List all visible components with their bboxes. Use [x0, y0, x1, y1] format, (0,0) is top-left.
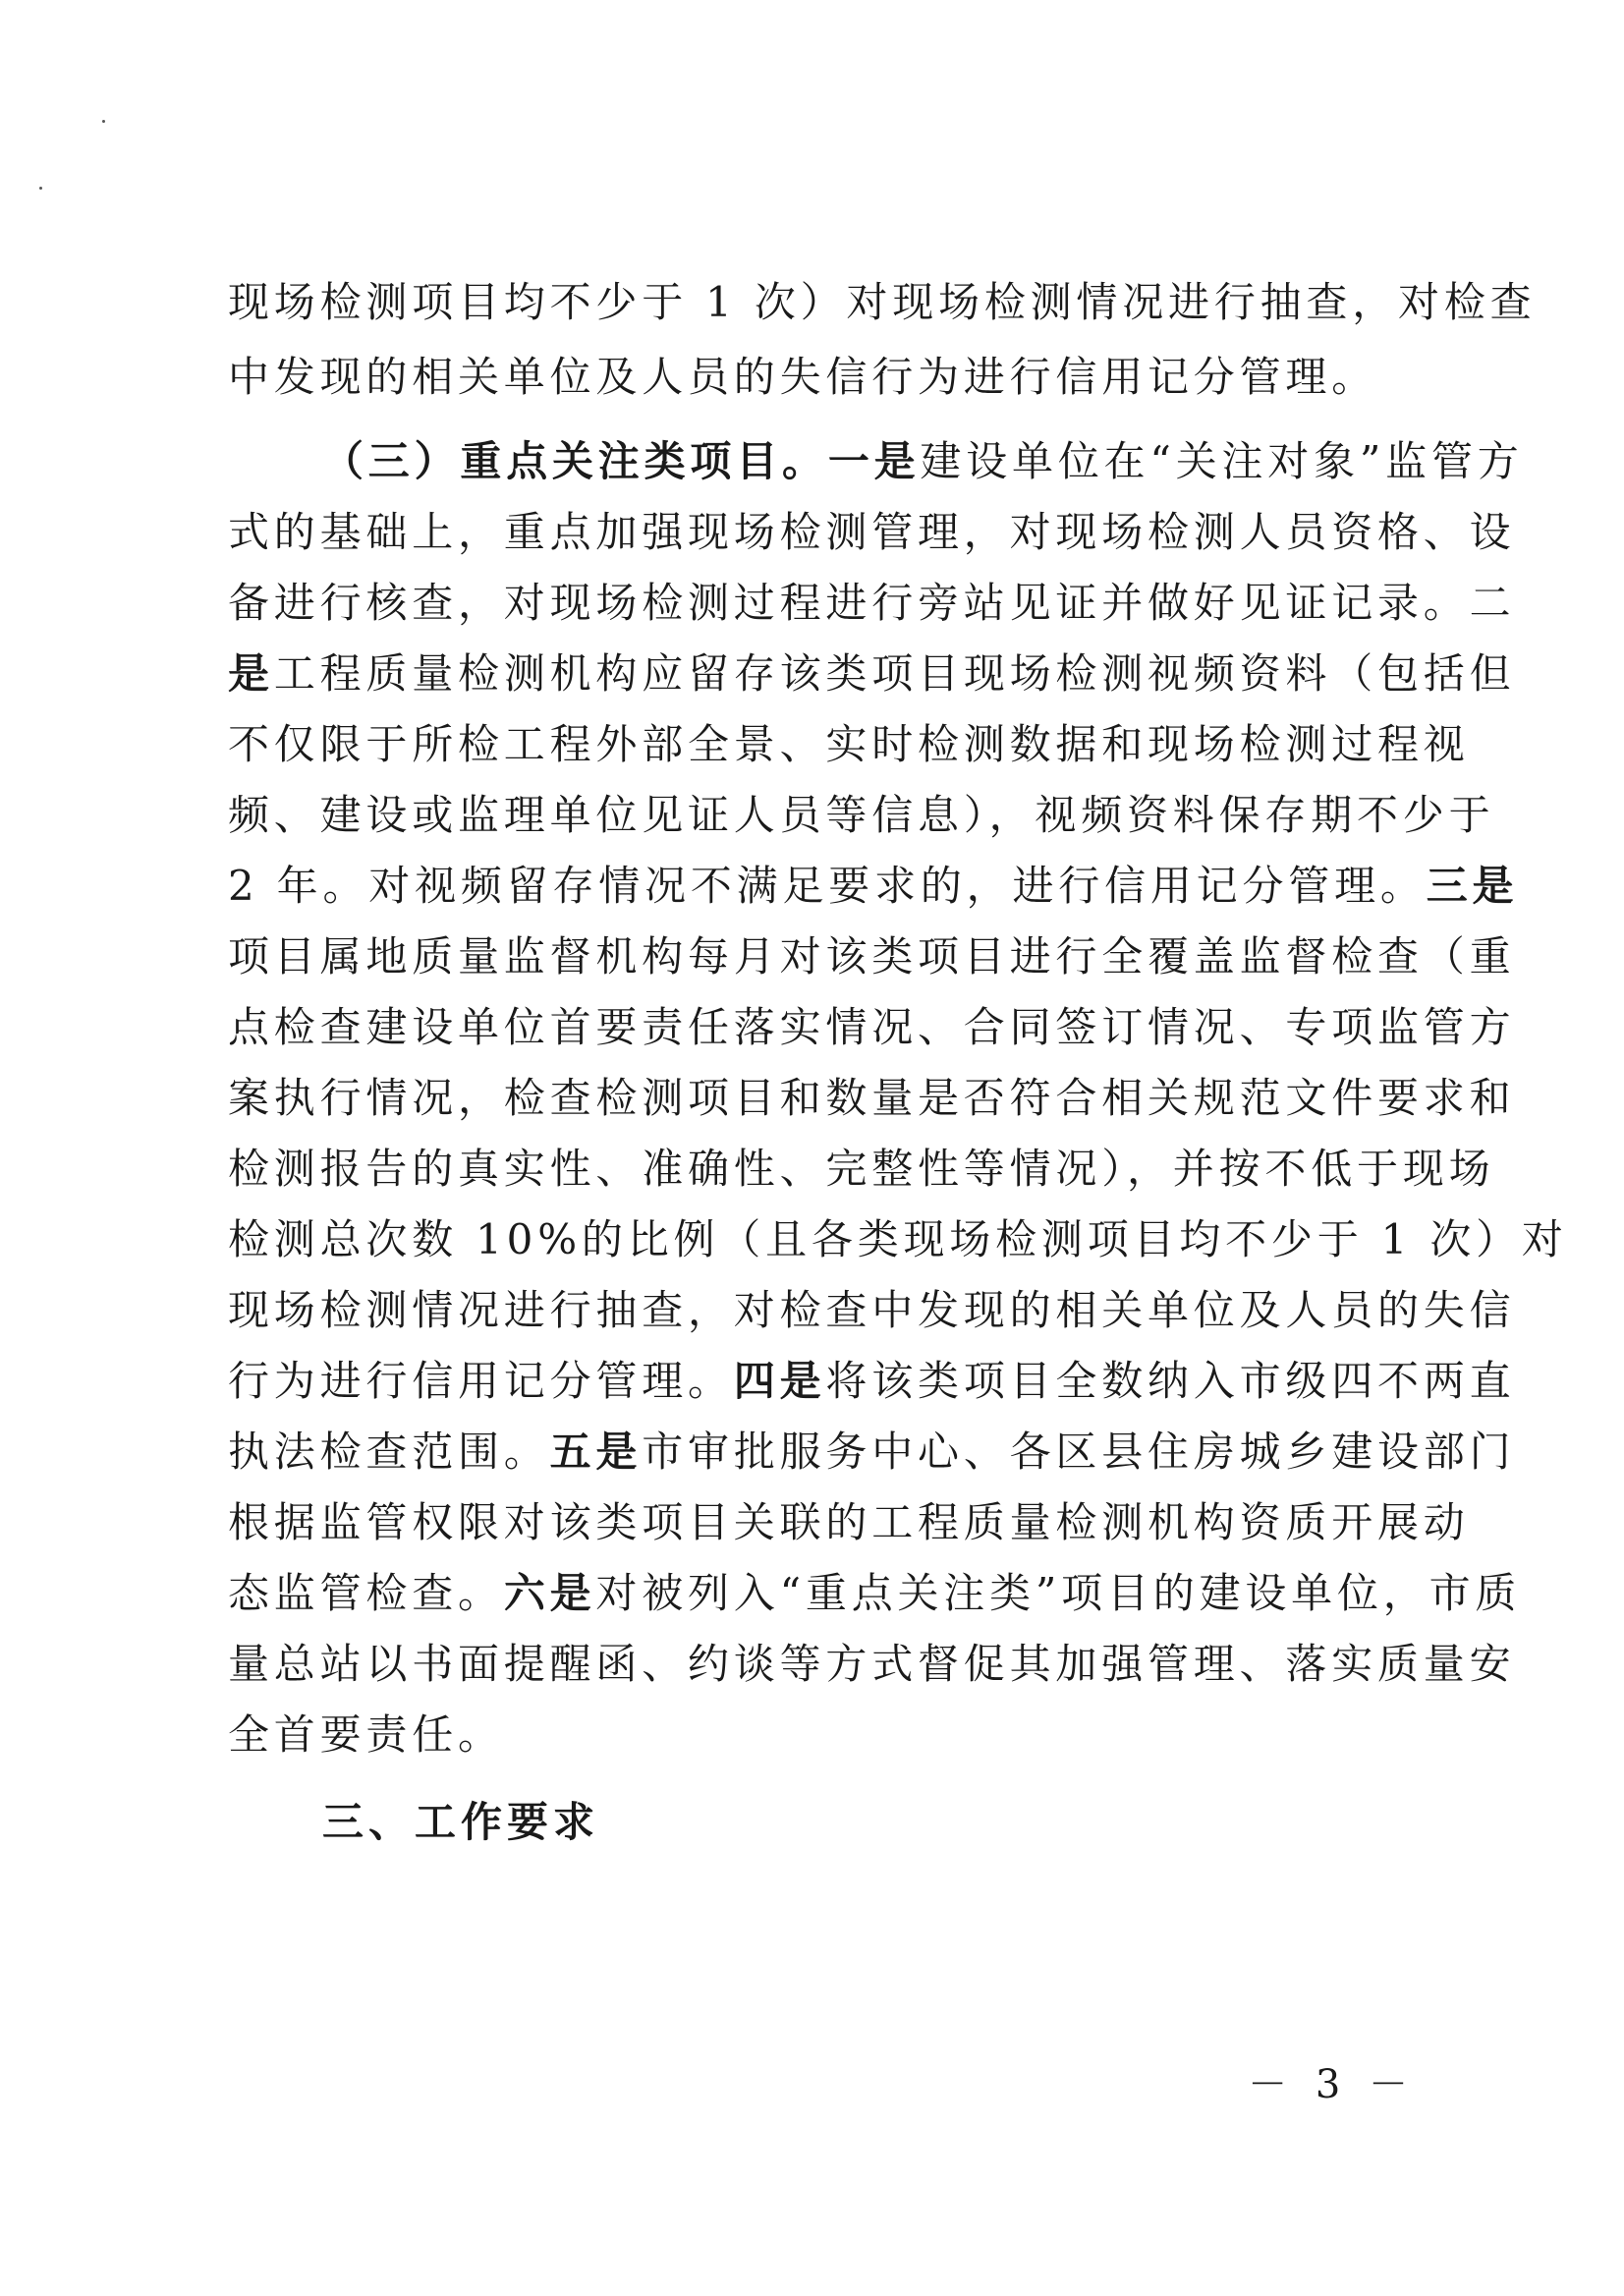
item-label: 四是: [733, 1357, 826, 1405]
line-text: 建设单位在“关注对象”监管方: [920, 437, 1524, 485]
paragraph-line: 全首要责任。: [228, 1710, 504, 1759]
page-number: － 3 －: [1248, 2062, 1416, 2107]
paragraph-line: 量总站以书面提醒函、约谈等方式督促其加强管理、落实质量安: [228, 1640, 1516, 1688]
item-label: 六是: [503, 1569, 596, 1617]
line-text: 执法检查范围。: [228, 1428, 550, 1476]
paragraph-line: 检测总次数 10%的比例（且各类现场检测项目均不少于 1 次）对: [228, 1215, 1568, 1263]
paragraph-line: 式的基础上，重点加强现场检测管理，对现场检测人员资格、设: [228, 508, 1516, 556]
paragraph-line: [228, 639, 1516, 709]
paragraph-line: [228, 851, 1519, 922]
paragraph-line: [228, 1417, 1516, 1487]
line-text: 对被列入“重点关注类”项目的建设单位，市质: [595, 1569, 1522, 1617]
paragraph-line: 频、建设或监理单位见证人员等信息），视频资料保存期不少于: [228, 791, 1495, 839]
paragraph-line: 检测报告的真实性、准确性、完整性等情况），并按不低于现场: [228, 1145, 1495, 1193]
item-label: 一是: [827, 437, 921, 485]
scan-speck: [102, 120, 105, 123]
line-text: 态监管检查。: [228, 1569, 504, 1617]
line-text: 2 年。对视频留存情况不满足要求的，进行信用记分管理。: [228, 862, 1427, 910]
paragraph-line: 现场检测情况进行抽查，对检查中发现的相关单位及人员的失信: [228, 1286, 1516, 1334]
item-label: 是: [228, 649, 274, 698]
line-text: 将该类项目全数纳入市级四不两直: [825, 1357, 1516, 1405]
paragraph-line: 点检查建设单位首要责任落实情况、合同签订情况、专项监管方: [228, 1003, 1516, 1051]
paragraph-line: 现场检测项目均不少于 1 次）对现场检测情况进行抽查，对检查: [228, 278, 1537, 326]
subsection-heading: （三）重点关注类项目。: [322, 437, 828, 485]
paragraph-line: 不仅限于所检工程外部全景、实时检测数据和现场检测过程视: [228, 720, 1470, 768]
paragraph-line: 备进行核查，对现场检测过程进行旁站见证并做好见证记录。二: [228, 579, 1516, 627]
paragraph-line: 案执行情况，检查检测项目和数量是否符合相关规范文件要求和: [228, 1074, 1516, 1122]
document-body: [228, 263, 1568, 1867]
section-heading: 三、工作要求: [322, 1798, 600, 1846]
line-text: 市审批服务中心、各区县住房城乡建设部门: [642, 1428, 1516, 1476]
paragraph-line: 根据监管权限对该类项目关联的工程质量检测机构资质开展动: [228, 1498, 1470, 1546]
item-label: 五是: [549, 1428, 643, 1476]
paragraph-line: 项目属地质量监督机构每月对该类项目进行全覆盖监督检查（重: [228, 932, 1516, 980]
paragraph-line: 中发现的相关单位及人员的失信行为进行信用记分管理。: [228, 353, 1378, 401]
line-text: 行为进行信用记分管理。: [228, 1357, 734, 1405]
paragraph-line: [228, 1558, 1522, 1629]
scan-speck: [39, 187, 42, 190]
item-label: 三是: [1426, 862, 1519, 910]
paragraph-line: [228, 1346, 1516, 1417]
line-text: 工程质量检测机构应留存该类项目现场检测视频资料（包括但: [273, 649, 1516, 698]
paragraph-line: [228, 426, 1524, 497]
